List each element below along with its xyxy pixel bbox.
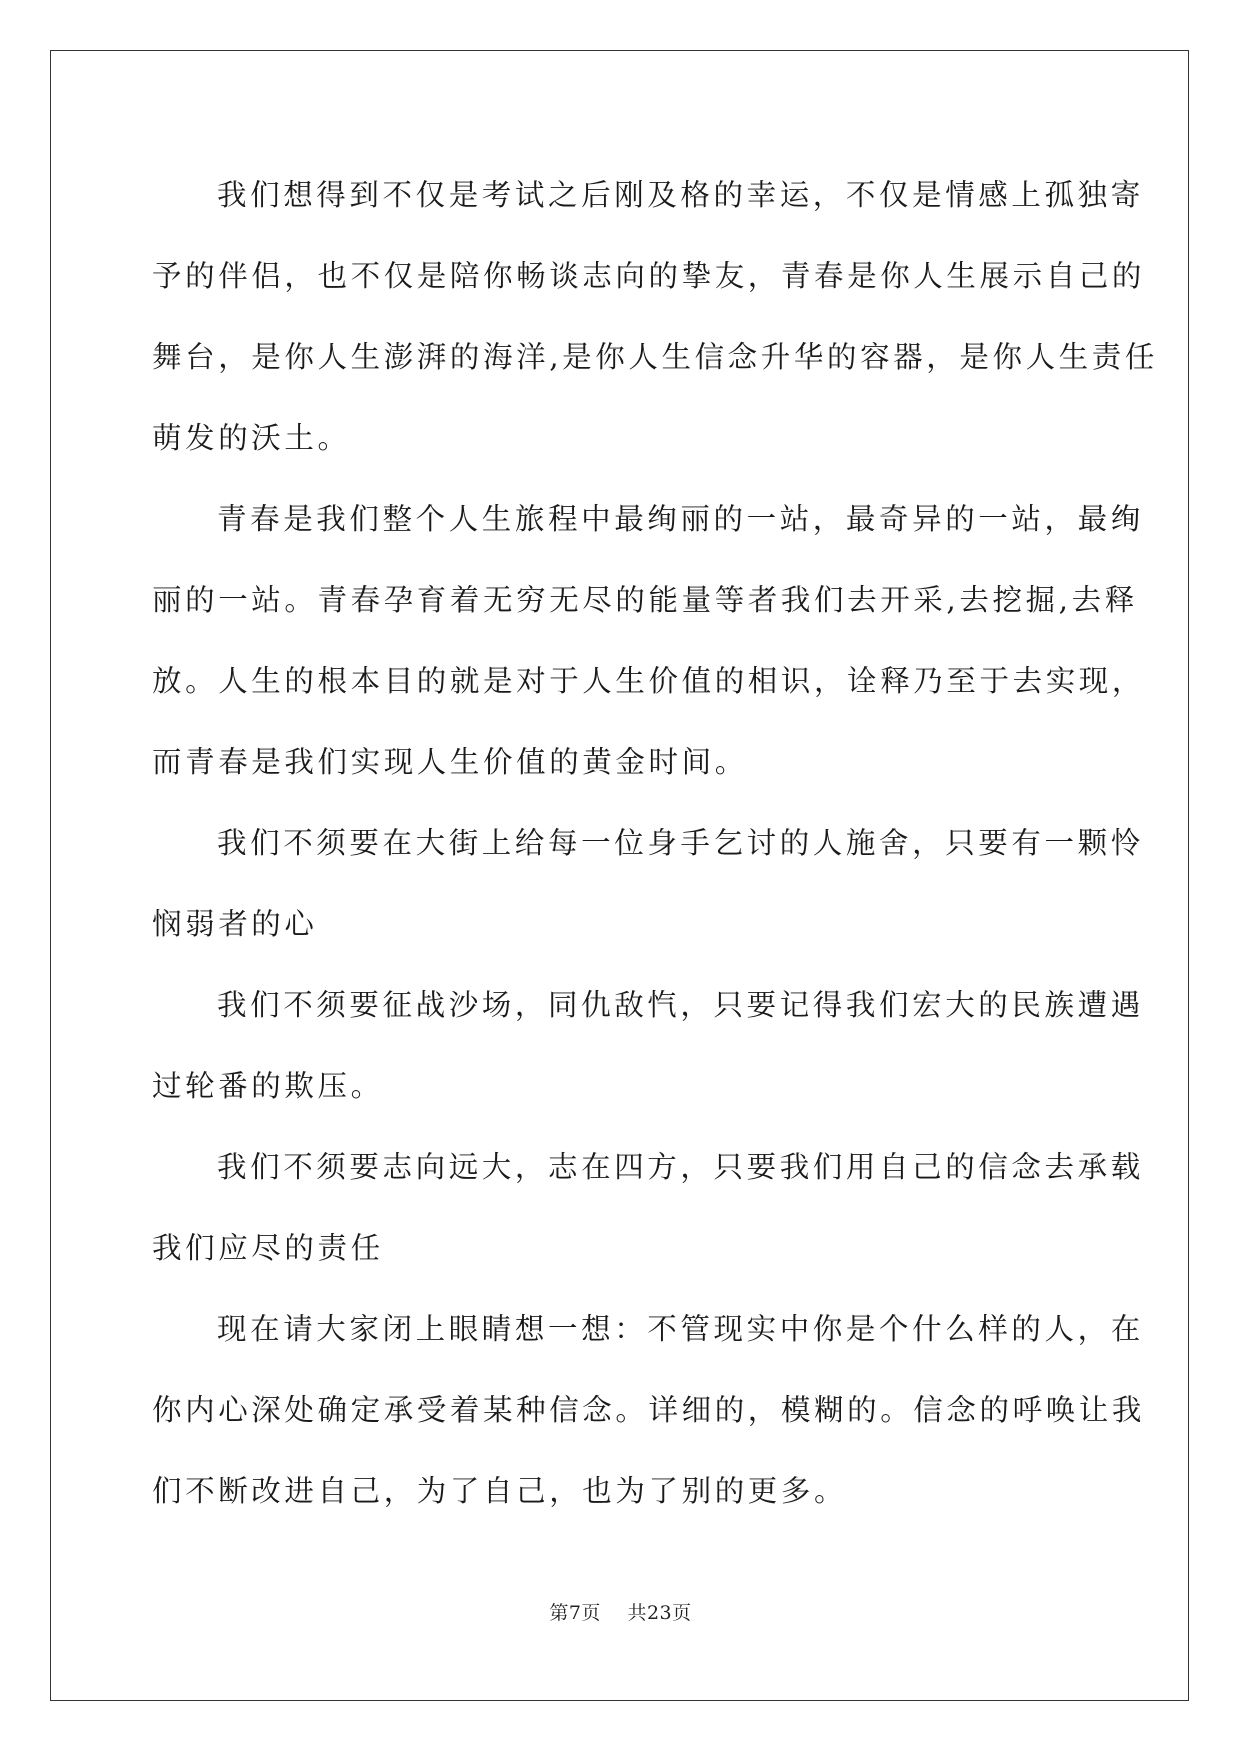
text-line: 我们想得到不仅是考试之后刚及格的幸运，不仅是情感上孤独寄	[217, 178, 1144, 212]
page-number-total: 共23页	[627, 1602, 692, 1624]
paragraph-3	[152, 803, 1144, 965]
text-line: 过轮番的欺压。	[152, 1069, 384, 1103]
document-body	[152, 155, 1158, 1532]
page-footer	[0, 1598, 1241, 1625]
text-line: 你内心深处确定承受着某种信念。详细的，模糊的。信念的呼唤让我	[152, 1393, 1146, 1427]
text-line: 放。人生的根本目的就是对于人生价值的相识，诠释乃至于去实现，	[152, 664, 1146, 698]
text-line: 青春是我们整个人生旅程中最绚丽的一站，最奇异的一站，最绚	[217, 502, 1144, 536]
text-line: 们不断改进自己，为了自己，也为了别的更多。	[152, 1474, 848, 1508]
paragraph-6	[152, 1289, 1146, 1532]
text-line: 我们不须要在大街上给每一位身手乞讨的人施舍，只要有一颗怜	[217, 826, 1144, 860]
text-line: 现在请大家闭上眼睛想一想：不管现实中你是个什么样的人，在	[217, 1312, 1144, 1346]
text-line: 悯弱者的心	[152, 907, 318, 941]
page-number-current: 第7页	[549, 1602, 601, 1624]
text-line: 丽的一站。青春孕育着无穷无尽的能量等者我们去开采,去挖掘,去释	[152, 583, 1138, 617]
paragraph-1	[152, 155, 1158, 479]
text-line: 予的伴侣，也不仅是陪你畅谈志向的挚友，青春是你人生展示自己的	[152, 259, 1146, 293]
text-line: 我们不须要征战沙场，同仇敌忾，只要记得我们宏大的民族遭遇	[217, 988, 1144, 1022]
text-line: 我们不须要志向远大，志在四方，只要我们用自己的信念去承载	[217, 1150, 1144, 1184]
paragraph-5	[152, 1127, 1144, 1289]
text-line: 而青春是我们实现人生价值的黄金时间。	[152, 745, 748, 779]
text-line: 我们应尽的责任	[152, 1231, 384, 1265]
text-line: 萌发的沃土。	[152, 421, 351, 455]
text-line: 舞台，是你人生澎湃的海洋,是你人生信念升华的容器，是你人生责任	[152, 340, 1158, 374]
paragraph-2	[152, 479, 1146, 803]
paragraph-4	[152, 965, 1144, 1127]
